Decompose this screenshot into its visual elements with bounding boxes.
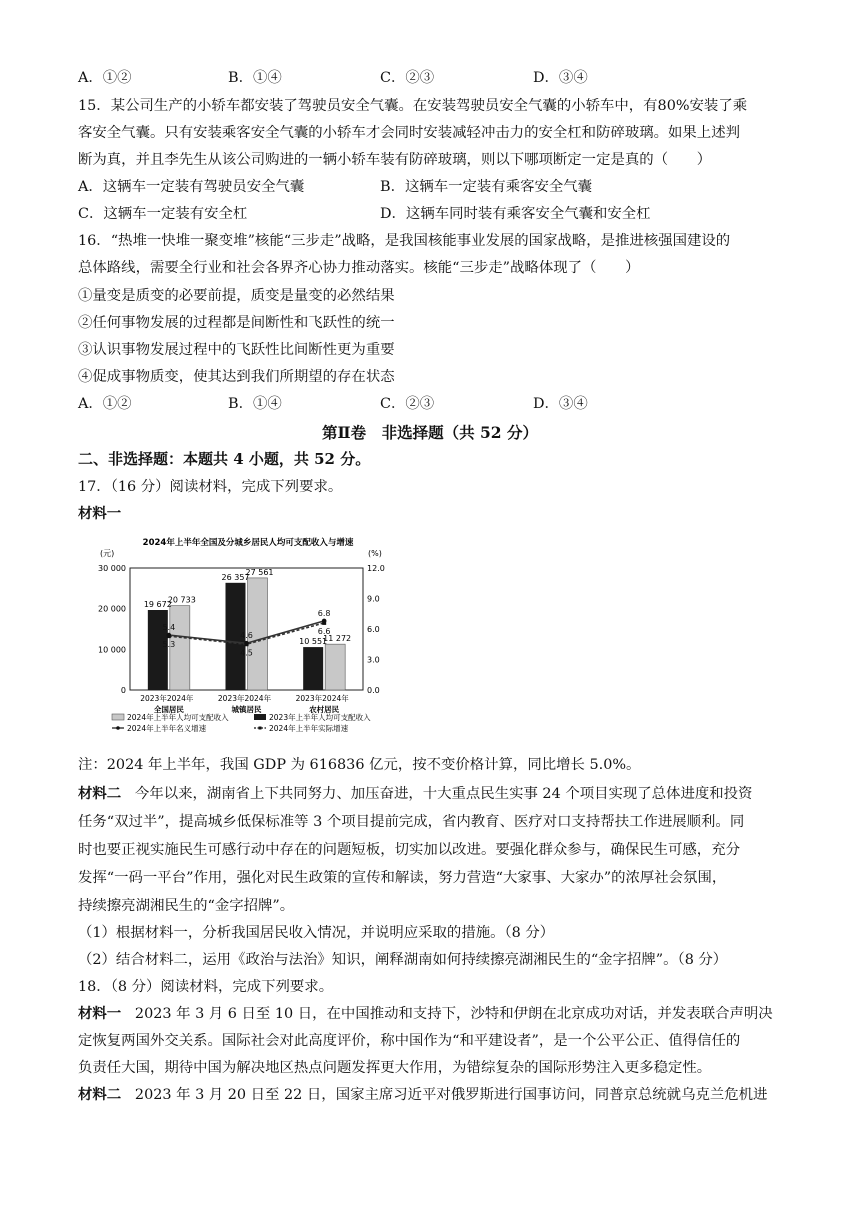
q17-stem: 17．（16 分）阅读材料，完成下列要求。	[78, 479, 343, 495]
q17-note: 注：2024 年上半年，我国 GDP 为 616836 亿元，按不变价格计算，同比增长 5.0%。	[78, 757, 641, 773]
chart-x-group-label: 全国居民	[153, 705, 184, 714]
chart-legend-marker-nominal	[116, 726, 120, 730]
chart-y2-tick-label: 9.0	[367, 594, 380, 604]
q16-stem-line: 总体路线，需要全行业和社会各界齐心协力推动落实。核能“三步走”战略体现了（ ）	[78, 260, 640, 276]
chart-legend-label: 2024年上半年名义增速	[127, 724, 207, 733]
income-chart	[78, 534, 418, 744]
q14-option-c: C．②③	[380, 70, 435, 86]
chart-legend-swatch-2024	[112, 714, 124, 720]
q18-material1-label: 材料一	[78, 1005, 122, 1022]
q17-material2-label: 材料二	[78, 785, 122, 802]
q16-item: ①量变是质变的必要前提，质变是量变的必然结果	[78, 288, 395, 304]
q16-item: ④促成事物质变，使其达到我们所期望的存在状态	[78, 369, 395, 385]
q14-option-d: D．③④	[533, 70, 588, 86]
q15-stem-line: 断为真，并且李先生从该公司购进的一辆小轿车装有防碎玻璃，则以下哪项断定一定是真的（ ）	[78, 152, 712, 168]
q16-option-b: B．①④	[228, 396, 282, 412]
q17-material2-line: 时也要正视实施民生可感行动中存在的问题短板，切实加以改进。要强化群众参与，确保民生可感，充分	[78, 842, 740, 858]
q16-item: ③认识事物发展过程中的飞跃性比间断性更为重要	[78, 342, 395, 358]
q15-option-d: D．这辆车同时装有乘客安全气囊和安全杠	[380, 206, 651, 222]
q18-material2-line-first	[78, 1085, 767, 1105]
q18-material2-label: 材料二	[78, 1086, 122, 1103]
chart-bar-label: 19 672	[143, 600, 172, 610]
chart-legend-label: 2024年上半年人均可支配收入	[127, 713, 229, 722]
q16-item: ②任何事物发展的过程都是间断性和飞跃性的统一	[78, 315, 395, 331]
q17-sub2: （2）结合材料二，运用《政治与法治》知识，阐释湖南如何持续擦亮湖湘民生的“金字招牌”。（8 分）	[78, 952, 728, 968]
q15-option-c: C．这辆车一定装有安全杠	[78, 206, 248, 222]
chart-legend-label: 2023年上半年人均可支配收入	[269, 713, 371, 722]
chart-line-label-real: 5.3	[162, 640, 176, 650]
chart-right-unit: (%)	[368, 549, 382, 558]
q17-material2-line: 发挥“一码一平台”作用，强化对民生政策的宣传和解读，努力营造“大家事、大家办”的浓厚社会氛围，	[78, 870, 727, 886]
q15-stem-line: 客安全气囊。只有安装乘客安全气囊的小轿车才会同时安装减轻冲击力的安全杠和防碎玻璃。如果上述判	[78, 125, 740, 141]
q18-material1-text: 2023 年 3 月 6 日至 10 日，在中国推动和支持下，沙特和伊朗在北京成功对话，并发表联合声明决	[134, 1006, 773, 1022]
chart-line-label-real: 4.5	[240, 648, 253, 658]
part2-title: 第Ⅱ卷 非选择题（共 52 分）	[322, 423, 538, 442]
chart-line-label-real: 6.6	[317, 626, 331, 636]
chart-line-label-nominal: 5.4	[162, 623, 176, 633]
chart-legend-label: 2024年上半年实际增速	[269, 724, 349, 733]
chart-bar-label: 11 272	[323, 634, 352, 644]
chart-y2-tick-label: 12.0	[367, 564, 385, 573]
q17-material2-line: 任务“双过半”，提高城乡低保标准等 3 个项目提前完成，省内教育、医疗对口支持帮扶工作进展顺利。同	[78, 814, 745, 830]
q16-stem-line: 16．“热堆一快堆一聚变堆”核能“三步走”战略，是我国核能事业发展的国家战略，是推进核强国建设的	[78, 233, 731, 249]
chart-bar-2023	[148, 610, 168, 690]
chart-y-tick-label: 30 000	[98, 564, 126, 573]
chart-x-year-label: 2023年2024年	[217, 694, 272, 703]
chart-y-tick-label: 0	[120, 686, 126, 695]
q17-material2-text: 今年以来，湖南省上下共同努力、加压奋进，十大重点民生实事 24 个项目实现了总体进度和投资	[134, 786, 753, 802]
q17-material2-line: 持续擦亮湖湘民生的“金字招牌”。	[78, 898, 295, 914]
chart-bar-label: 20 733	[167, 595, 196, 605]
part2-header: 二、非选择题：本题共 4 小题，共 52 分。	[78, 450, 371, 468]
q15-stem-line: 15．某公司生产的小轿车都安装了驾驶员安全气囊。在安装驾驶员安全气囊的小轿车中，有80%安装了乘	[78, 98, 748, 114]
q18-material2-text: 2023 年 3 月 20 日至 22 日，国家主席习近平对俄罗斯进行国事访问，同普京总统就乌克兰危机进	[134, 1087, 768, 1103]
chart-x-year-label: 2023年2024年	[140, 694, 194, 703]
q14-option-a: A．①②	[78, 70, 132, 86]
chart-y2-tick-label: 3.0	[367, 655, 380, 665]
q17-material2-line-first	[78, 784, 752, 804]
chart-line-point-real	[167, 634, 171, 638]
chart-bar-2024	[325, 644, 345, 690]
q17-sub1: （1）根据材料一，分析我国居民收入情况，并说明应采取的措施。（8 分）	[78, 925, 555, 941]
chart-title: 2024年上半年全国及分城乡居民人均可支配收入与增速	[142, 538, 354, 548]
q17-material1-label: 材料一	[78, 505, 122, 522]
chart-bar-label: 27 561	[245, 567, 274, 577]
q16-option-c: C．②③	[380, 396, 435, 412]
q18-material1-line: 定恢复两国外交关系。国际社会对此高度评价，称中国作为“和平建设者”，是一个公平公正、值得信任的	[78, 1033, 741, 1049]
chart-left-unit: (元)	[100, 549, 115, 558]
chart-line-label-nominal: 4.6	[240, 631, 253, 641]
chart-x-group-label: 城镇居民	[231, 705, 262, 714]
chart-legend-marker-real	[259, 727, 262, 730]
chart-bar-label: 26 357	[221, 572, 250, 582]
chart-y-tick-label: 10 000	[98, 645, 126, 655]
q18-material1-line-first	[78, 1004, 773, 1024]
q15-option-a: A．这辆车一定装有驾驶员安全气囊	[78, 179, 305, 195]
chart-x-group-label: 农村居民	[309, 705, 340, 714]
q14-option-b: B．①④	[228, 70, 282, 86]
chart-y2-tick-label: 6.0	[367, 625, 380, 634]
q18-stem: 18．（8 分）阅读材料，完成下列要求。	[78, 979, 334, 995]
chart-line-point-real	[245, 642, 249, 646]
chart-y-tick-label: 20 000	[98, 604, 126, 614]
q16-option-d: D．③④	[533, 396, 588, 412]
q18-material1-line: 负责任大国，期待中国为解决地区热点问题发挥更大作用，为错综复杂的国际形势注入更多稳定性。	[78, 1060, 712, 1076]
chart-legend-swatch-2023	[254, 714, 266, 720]
chart-bar-2023	[303, 647, 323, 690]
chart-line-label-nominal: 6.8	[317, 608, 331, 618]
chart-bar-label: 10 551	[299, 637, 328, 647]
chart-x-year-label: 2023年2024年	[295, 694, 349, 703]
chart-line-point-real	[322, 621, 326, 625]
q16-option-a: A．①②	[78, 396, 132, 412]
chart-y2-tick-label: 0.0	[367, 686, 380, 695]
q15-option-b: B．这辆车一定装有乘客安全气囊	[380, 179, 593, 195]
